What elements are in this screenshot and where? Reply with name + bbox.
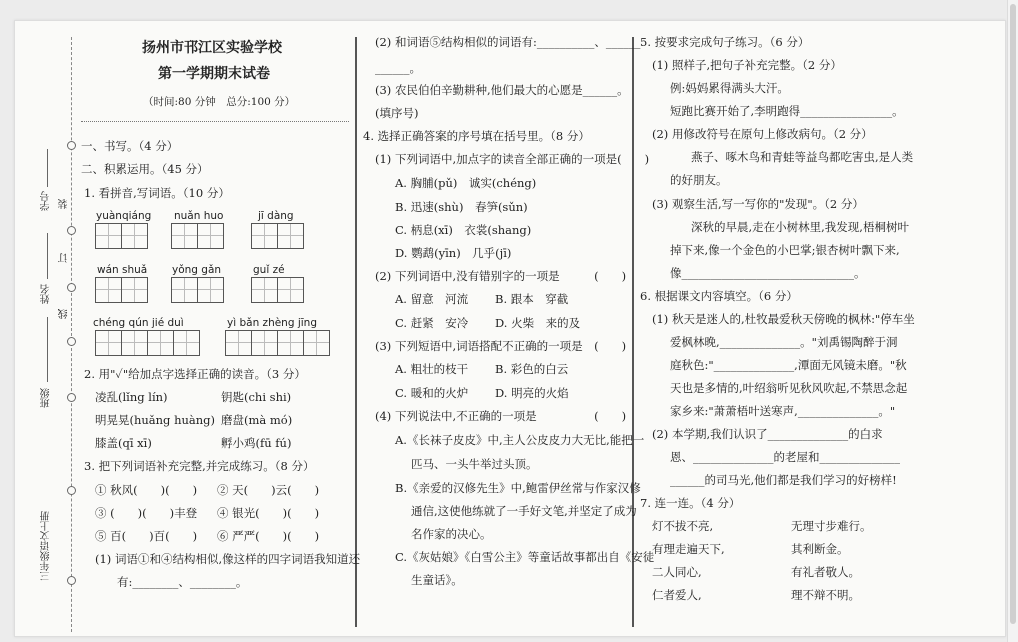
name-blank <box>47 233 48 279</box>
binding-hole <box>67 486 76 495</box>
idiom-fill[interactable]: ② 天( )云( ) <box>217 483 320 497</box>
binding-hole <box>67 141 76 150</box>
q6-sub2[interactable]: (2) 本学期,我们认识了______________的白求 <box>652 427 883 441</box>
choice-option[interactable]: A. 留意 河流 <box>395 292 469 306</box>
q5-sub3: (3) 观察生活,写一写你的"发现"。（2 分） <box>652 197 864 211</box>
match-right-item[interactable]: 无理寸步难行。 <box>791 519 872 533</box>
answer-grid[interactable] <box>95 277 148 303</box>
student-id-label: 学号 <box>41 191 52 211</box>
choice-option[interactable]: B. 彩色的白云 <box>495 362 569 376</box>
seal-label: 三年级语文上册 <box>41 511 52 581</box>
pinyin-label: yǒng gǎn <box>172 264 222 276</box>
q5-sub2-sentence[interactable]: 燕子、啄木鸟和青蛙等益鸟都吃害虫,是人类 <box>691 150 914 164</box>
q3-sub2-cont: ______。 <box>375 61 421 75</box>
name-label: 姓名 <box>41 284 52 304</box>
exam-title: 第一学期期末试卷 <box>158 66 270 82</box>
binding-hole <box>67 576 76 585</box>
match-right-item[interactable]: 有礼者敬人。 <box>791 565 860 579</box>
answer-grid[interactable] <box>171 223 224 249</box>
binding-hole <box>67 283 76 292</box>
q6-sub1-line[interactable]: 家乡来:"萧萧梧叶送寒声,______________。" <box>670 404 896 418</box>
choice-option[interactable]: A. 粗壮的枝干 <box>395 362 469 376</box>
choice-option-cont: 通信,这使他练就了一手好文笔,并坚定了成为 <box>411 504 637 518</box>
q6-sub1: (1) 秋天是迷人的,杜牧最爱秋天傍晚的枫林:"停车坐 <box>652 312 915 326</box>
pronunciation-option[interactable]: 膝盖(qī xī) <box>95 436 152 450</box>
match-left-item[interactable]: 灯不拔不亮, <box>652 519 714 533</box>
scrollbar-thumb[interactable] <box>1010 4 1016 624</box>
exam-meta: （时间:80 分钟 总分:100 分） <box>143 96 296 108</box>
exam-page <box>14 20 1006 637</box>
pronunciation-option[interactable]: 磨盘(mà mó) <box>221 413 293 427</box>
q7-heading: 7. 连一连。（4 分） <box>640 496 741 510</box>
answer-grid[interactable] <box>95 330 200 356</box>
student-id-blank <box>47 149 48 187</box>
class-label: 班级 <box>41 388 52 408</box>
q3-sub2: (2) 和词语⑤结构相似的词语有:__________、______ <box>375 35 641 49</box>
q6-sub2-line[interactable]: 恩、______________的老屋和______________ <box>670 450 900 464</box>
q3-sub3: (3) 农民伯伯辛勤耕种,他们最大的心愿是______。 <box>375 83 629 97</box>
choice-option[interactable]: D. 鹦鹉(yīn) 几乎(jī) <box>395 246 512 260</box>
q6-heading: 6. 根据课文内容填空。（6 分） <box>640 289 798 303</box>
answer-grid[interactable] <box>95 223 148 249</box>
pinyin-label: yì bǎn zhèng jīng <box>227 317 317 329</box>
idiom-fill[interactable]: ① 秋风( )( ) <box>95 483 198 497</box>
q5-sub1-answer[interactable]: 短跑比赛开始了,李明跑得________________。 <box>670 104 904 118</box>
q4-sub3: (3) 下列短语中,词语搭配不正确的一项是 ( ) <box>375 339 627 353</box>
pinyin-label: wán shuǎ <box>97 264 148 276</box>
choice-option[interactable]: B. 跟本 穿截 <box>495 292 569 306</box>
choice-option[interactable]: A. 胸脯(pǔ) 诚实(chéng) <box>395 176 537 190</box>
vertical-scrollbar[interactable] <box>1007 0 1018 642</box>
pronunciation-option[interactable]: 孵小鸡(fū fú) <box>221 436 292 450</box>
idiom-fill[interactable]: ⑤ 百( )百( ) <box>95 529 198 543</box>
q2-heading: 2. 用"✓"给加点字选择正确的读音。（3 分） <box>84 367 306 381</box>
choice-option[interactable]: D. 火柴 来的及 <box>495 316 581 330</box>
choice-option[interactable]: C.《灰姑娘》《白雪公主》等童话故事都出自《安徒 <box>395 550 655 564</box>
binding-hole <box>67 337 76 346</box>
q3-sub1: (1) 词语①和④结构相似,像这样的四字词语我知道还 <box>95 552 361 566</box>
idiom-fill[interactable]: ④ 银光( )( ) <box>217 506 320 520</box>
q5-heading: 5. 按要求完成句子练习。（6 分） <box>640 35 810 49</box>
q3-heading: 3. 把下列词语补充完整,并完成练习。（8 分） <box>84 459 315 473</box>
choice-option[interactable]: C. 赶紧 安冷 <box>395 316 469 330</box>
idiom-fill[interactable]: ③ ( )( )丰登 <box>95 506 198 520</box>
choice-option[interactable]: C. 柄息(xī) 衣裳(shang) <box>395 223 532 237</box>
section-2-heading: 二、积累运用。（45 分） <box>81 162 209 176</box>
choice-option[interactable]: D. 明亮的火焰 <box>495 386 569 400</box>
q5-sub2-sentence-cont[interactable]: 的好朋友。 <box>670 173 728 187</box>
pinyin-label: chéng qún jié duì <box>93 317 184 329</box>
binding-hole <box>67 226 76 235</box>
q3-sub3-cont: (填序号) <box>375 106 419 120</box>
q5-sub3-text: 深秋的早晨,走在小树林里,我发现,梧桐树叶 <box>691 220 909 234</box>
match-left-item[interactable]: 仁者爱人, <box>652 588 702 602</box>
pronunciation-option[interactable]: 钥匙(chi shi) <box>221 390 292 404</box>
idiom-fill[interactable]: ⑥ 严严( )( ) <box>217 529 320 543</box>
section-1-heading: 一、书写。（4 分） <box>81 139 179 153</box>
q6-sub1-line[interactable]: 庭秋色:"______________,潭面无风镜未磨。"秋 <box>670 358 907 372</box>
binding-hole <box>67 393 76 402</box>
q3-sub1-answer[interactable]: 有:________、________。 <box>117 575 248 589</box>
q5-sub2: (2) 用修改符号在原句上修改病句。（2 分） <box>652 127 873 141</box>
pinyin-label: nuǎn huo <box>174 210 224 222</box>
q4-heading: 4. 选择正确答案的序号填在括号里。（8 分） <box>363 129 590 143</box>
column-divider <box>355 37 357 627</box>
answer-grid[interactable] <box>251 277 304 303</box>
choice-option-cont: 生童话》。 <box>411 573 463 587</box>
answer-grid[interactable] <box>251 223 304 249</box>
q5-example: 例:妈妈累得满头大汗。 <box>670 81 789 95</box>
choice-option[interactable]: A.《长袜子皮皮》中,主人公皮皮力大无比,能把一 <box>395 433 645 447</box>
q4-sub2: (2) 下列词语中,没有错别字的一项是 ( ) <box>375 269 627 283</box>
q5-sub3-text-cont: 掉下来,像一个金色的小巴掌;银杏树叶飘下来, <box>670 243 900 257</box>
pronunciation-option[interactable]: 凌乱(lǐng lín) <box>95 390 168 404</box>
header-separator <box>81 121 349 122</box>
answer-grid[interactable] <box>225 330 330 356</box>
match-left-item[interactable]: 二人同心, <box>652 565 702 579</box>
q6-sub2-line[interactable]: ______的司马光,他们都是我们学习的好榜样! <box>670 473 897 487</box>
answer-grid[interactable] <box>171 277 224 303</box>
column-divider <box>632 37 634 627</box>
pinyin-label: guǐ zé <box>253 264 285 276</box>
q4-sub1: (1) 下列词语中,加点字的读音全部正确的一项是( ) <box>375 152 650 166</box>
q6-sub1-line: 天也是多情的,叶绍翁听见秋风吹起,不禁思念起 <box>670 381 908 395</box>
match-right-item[interactable]: 其利断金。 <box>791 542 849 556</box>
pinyin-label: yuànqiáng <box>96 210 152 222</box>
q4-sub4: (4) 下列说法中,不正确的一项是 ( ) <box>375 409 627 423</box>
q6-sub1-line[interactable]: 爱枫林晚,______________。"刘禹锡陶醉于洞 <box>670 335 898 349</box>
match-right-item[interactable]: 理不辩不明。 <box>791 588 860 602</box>
binding-dashed-line <box>71 37 72 632</box>
q5-sub3-answer[interactable]: 像______________________________。 <box>670 266 866 280</box>
choice-option[interactable]: C. 暖和的火炉 <box>395 386 469 400</box>
school-title: 扬州市邗江区实验学校 <box>142 40 282 56</box>
choice-option-cont: 匹马、一头牛举过头顶。 <box>411 457 538 471</box>
q5-sub1: (1) 照样子,把句子补充完整。（2 分） <box>652 58 842 72</box>
choice-option[interactable]: B.《亲爱的汉修先生》中,鲍雷伊丝常与作家汉修 <box>395 481 641 495</box>
choice-option-cont: 名作家的决心。 <box>411 527 492 541</box>
class-blank <box>47 317 48 382</box>
choice-option[interactable]: B. 迅速(shù) 春笋(sǔn) <box>395 200 528 214</box>
bind-mark-xian: 线 <box>59 309 70 319</box>
match-left-item[interactable]: 有理走遍天下, <box>652 542 725 556</box>
bind-mark-zhuang: 装 <box>59 199 70 209</box>
pronunciation-option[interactable]: 明晃晃(huǎng huàng) <box>95 413 216 427</box>
bind-mark-ding: 订 <box>59 253 70 263</box>
pinyin-label: jī dàng <box>258 210 294 222</box>
q1-heading: 1. 看拼音,写词语。（10 分） <box>84 186 230 200</box>
